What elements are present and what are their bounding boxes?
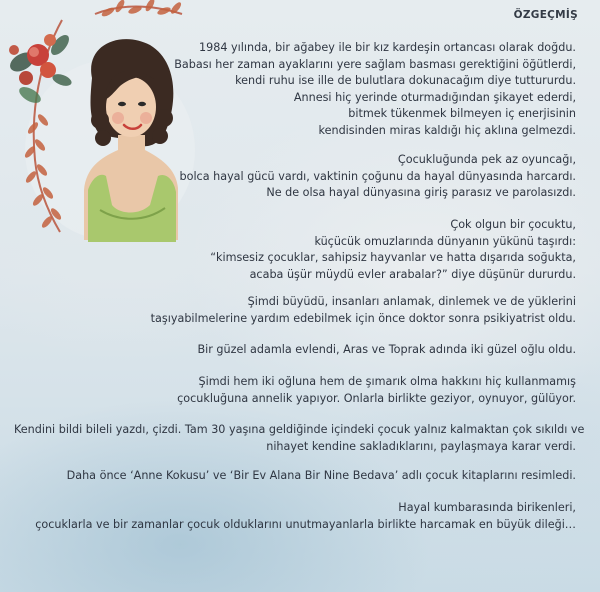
paragraph-childhood xyxy=(14,152,576,202)
page-title: ÖZGEÇMİŞ xyxy=(513,9,578,21)
text-line: çocuklarla ve bir zamanlar çocuk olduklarını unutmayanlarla birlikte harcamak en büyük dileği… xyxy=(35,517,576,531)
text-line: bitmek tükenmek bilmeyen iç enerjisinin xyxy=(348,107,576,121)
text-line: Ne de olsa hayal dünyasına giriş parasız ve parolasızdı. xyxy=(266,186,576,200)
text-line: acaba üşür müydü evler arabalar?” diye düşünür dururdu. xyxy=(249,267,576,281)
text-line: bolca hayal gücü vardı, vaktinin çoğunu da hayal dünyasında harcardı. xyxy=(179,169,576,183)
text-line: çocukluğuna annelik yapıyor. Onlarla birlikte geziyor, oynuyor, gülüyor. xyxy=(177,391,576,405)
text-line: taşıyabilmelerine yardım edebilmek için önce doktor sonra psikiyatrist oldu. xyxy=(150,311,576,325)
text-line: Şimdi hem iki oğluna hem de şımarık olma hakkını hiç kullanmamış xyxy=(198,375,576,388)
text-line: Kendini bildi bileli yazdı, çizdi. Tam 30 yaşına geldiğinde içindeki çocuk yalnız kalmaktan çok sıkıldı ve xyxy=(14,423,585,436)
text-line: Hayal kumbarasında birikenleri, xyxy=(398,501,576,514)
text-line: kendisinden miras kaldığı hiç aklına gelmezdi. xyxy=(318,123,576,137)
text-line: nihayet kendine sakladıklarını, paylaşmaya karar verdi. xyxy=(266,439,576,453)
paragraph-birth xyxy=(14,40,576,140)
paragraph-writing xyxy=(14,422,585,455)
paragraph-career xyxy=(14,294,576,327)
paragraph-marriage xyxy=(14,342,576,359)
text-line: “kimsesiz çocuklar, sahipsiz hayvanlar ve hatta dışarıda soğukta, xyxy=(210,251,576,265)
text-line: kendi ruhu ise ille de bulutlara dokunacağım diye tuttururdu. xyxy=(235,74,576,88)
paragraph-wish xyxy=(14,500,576,533)
text-line: küçücük omuzlarında dünyanın yükünü taşırdı: xyxy=(314,234,576,248)
text-line: Annesi hiç yerinde oturmadığından şikayet ederdi, xyxy=(293,90,576,104)
text-line: Babası her zaman ayaklarını yere sağlam basması gerektiğini öğütlerdi, xyxy=(174,57,576,71)
paragraph-books xyxy=(14,468,576,485)
text-line: Çok olgun bir çocuktu, xyxy=(450,218,576,231)
text-line: Şimdi büyüdü, insanları anlamak, dinlemek ve de yüklerini xyxy=(247,295,576,308)
paragraph-mature-child xyxy=(14,217,576,283)
paragraph-motherhood xyxy=(14,374,576,407)
text-line: Çocukluğunda pek az oyuncağı, xyxy=(397,153,576,166)
text-line: Daha önce ‘Anne Kokusu’ ve ‘Bir Ev Alana Bir Nine Bedava’ adlı çocuk kitaplarını resimledi. xyxy=(66,469,576,482)
text-line: 1984 yılında, bir ağabey ile bir kız kardeşin ortancası olarak doğdu. xyxy=(199,41,576,54)
text-line: Bir güzel adamla evlendi, Aras ve Toprak adında iki güzel oğlu oldu. xyxy=(197,343,576,356)
